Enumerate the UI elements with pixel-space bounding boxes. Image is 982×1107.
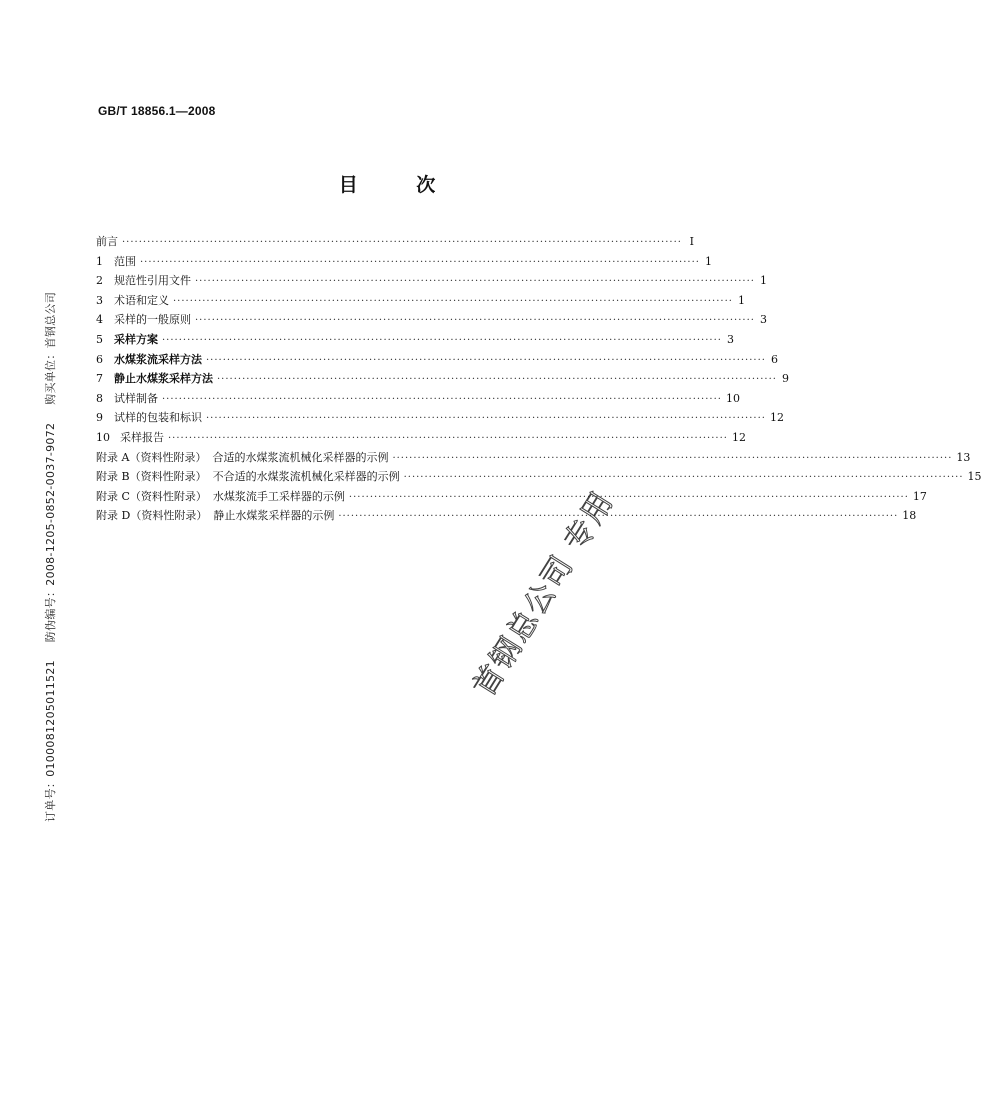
toc-leader: ······································································································································ xyxy=(195,315,755,327)
toc-entry-6[interactable] xyxy=(96,350,778,370)
toc-entry-number: 5 xyxy=(96,332,103,346)
toc-annex-label: 附录 B（资料性附录） xyxy=(96,470,207,484)
toc-title: 目 次 xyxy=(338,174,462,196)
toc-entry-number: 9 xyxy=(96,411,103,425)
toc-leader: ······································································································································ xyxy=(206,413,766,425)
table-of-contents xyxy=(96,232,982,526)
anti-counterfeit-number: 防伪编号：2008-1205-0852-0037-9072 xyxy=(44,422,57,643)
toc-entry-foreword[interactable] xyxy=(96,232,694,252)
order-number: 订单号：0100081205011521 xyxy=(44,660,57,822)
toc-entry-number: 1 xyxy=(96,254,103,268)
toc-entry-label: 范围 xyxy=(114,254,136,268)
toc-leader: ······································································································································ xyxy=(173,295,733,307)
toc-page-number: 13 xyxy=(956,450,971,464)
toc-entry-annex-b[interactable] xyxy=(96,467,982,487)
toc-page-number: 18 xyxy=(902,509,917,523)
toc-entry-label: 水煤浆流采样方法 xyxy=(114,352,202,366)
toc-entry-number: 2 xyxy=(96,274,103,288)
toc-entry-number: 7 xyxy=(96,372,103,386)
toc-page-number: 15 xyxy=(967,470,982,484)
side-order-info xyxy=(42,278,58,822)
toc-entry-9[interactable] xyxy=(96,408,784,428)
toc-entry-label: 试样制备 xyxy=(114,391,158,405)
toc-leader: ······································································································································ xyxy=(392,452,953,464)
standard-id: GB/T 18856.1—2008 xyxy=(98,104,216,118)
toc-entry-label: 采样的一般原则 xyxy=(114,313,191,327)
toc-entry-label: 静止水煤浆采样器的示例 xyxy=(213,509,335,523)
toc-entry-1[interactable] xyxy=(96,252,712,272)
toc-page-number: 9 xyxy=(781,372,789,386)
toc-entry-label: 采样方案 xyxy=(114,332,158,346)
toc-page-number: 1 xyxy=(704,254,712,268)
toc-entry-10[interactable] xyxy=(96,428,746,448)
toc-entry-label: 水煤浆流手工采样器的示例 xyxy=(212,489,345,503)
toc-page-number: 12 xyxy=(769,411,784,425)
toc-entry-label: 前言 xyxy=(96,235,118,248)
toc-leader: ······································································································································ xyxy=(206,354,766,366)
toc-leader: ······································································································································ xyxy=(348,491,909,503)
toc-entry-label: 术语和定义 xyxy=(114,293,169,307)
toc-entry-2[interactable] xyxy=(96,271,767,291)
toc-page-number: 1 xyxy=(759,274,767,288)
toc-entry-number: 4 xyxy=(96,313,103,327)
toc-leader: ······································································································································ xyxy=(162,334,722,346)
usage-stamp: 首钢总公司 专用 xyxy=(466,484,622,703)
toc-entry-label: 试样的包装和标识 xyxy=(114,411,202,425)
toc-entry-3[interactable] xyxy=(96,291,745,311)
toc-entry-label: 规范性引用文件 xyxy=(114,274,191,288)
toc-entry-7[interactable] xyxy=(96,369,789,389)
toc-entry-label: 不合适的水煤浆流机械化采样器的示例 xyxy=(212,470,400,484)
toc-page-number: 17 xyxy=(912,489,927,503)
toc-entry-annex-a[interactable] xyxy=(96,448,971,468)
toc-entry-5[interactable] xyxy=(96,330,734,350)
toc-entry-number: 8 xyxy=(96,391,103,405)
toc-leader: ······································································································································ xyxy=(195,276,755,288)
toc-entry-4[interactable] xyxy=(96,310,767,330)
toc-leader: ······································································································································ xyxy=(140,256,700,268)
toc-leader: ······································································································································ xyxy=(162,393,722,405)
toc-entry-label: 合适的水煤浆流机械化采样器的示例 xyxy=(212,450,389,464)
toc-leader: ······································································································································ xyxy=(217,374,777,386)
toc-page-number: 3 xyxy=(759,313,767,327)
toc-page-number: 1 xyxy=(737,293,745,307)
toc-page-number: 3 xyxy=(726,332,734,346)
toc-page-number: 12 xyxy=(731,430,746,444)
toc-page-number: Ⅰ xyxy=(689,235,694,248)
toc-leader: ······································································································································ xyxy=(168,432,728,444)
toc-annex-label: 附录 C（资料性附录） xyxy=(96,489,207,503)
toc-page-number: 10 xyxy=(725,391,740,405)
toc-leader: ······································································································································ xyxy=(403,472,964,484)
toc-entry-label: 静止水煤浆采样方法 xyxy=(114,372,213,386)
toc-page-number: 6 xyxy=(770,352,778,366)
toc-annex-label: 附录 A（资料性附录） xyxy=(96,450,207,464)
buyer-name: 购买单位：首钢总公司 xyxy=(44,291,57,405)
toc-entry-label: 采样报告 xyxy=(120,430,164,444)
toc-leader: ······································································································································ xyxy=(122,237,682,248)
toc-entry-number: 10 xyxy=(96,430,110,444)
toc-leader: ······································································································································ xyxy=(338,511,899,523)
toc-entry-number: 3 xyxy=(96,293,103,307)
toc-annex-label: 附录 D（资料性附录） xyxy=(96,509,208,523)
toc-entry-8[interactable] xyxy=(96,389,740,409)
toc-entry-number: 6 xyxy=(96,352,103,366)
